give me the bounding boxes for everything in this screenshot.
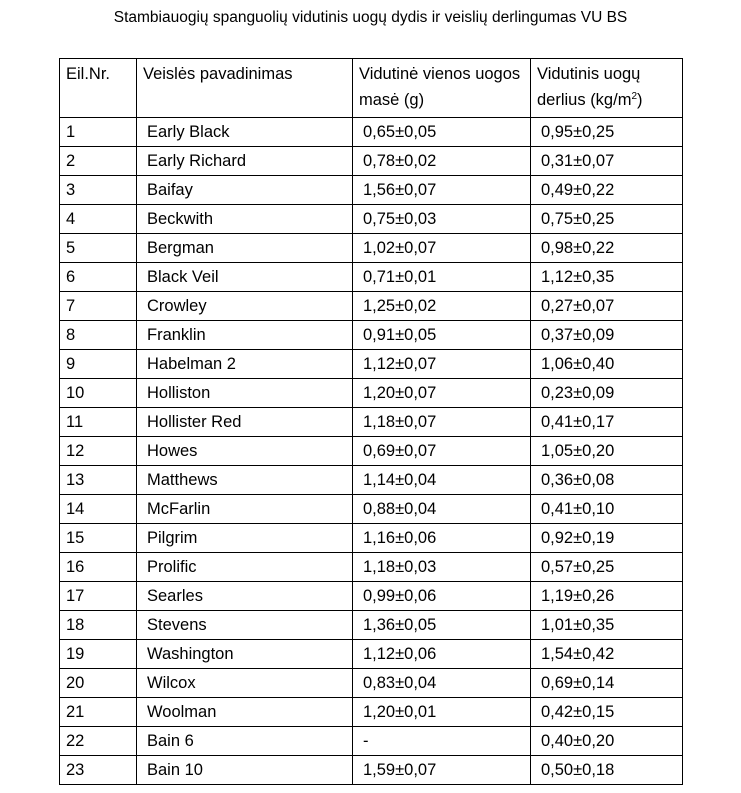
header-yield-close: ): [637, 91, 643, 109]
table-row: [60, 553, 683, 582]
cell-berry-mass: 0,75±0,03: [353, 205, 531, 234]
cell-berry-mass: 1,20±0,07: [353, 379, 531, 408]
cell-nr: 9: [60, 350, 137, 379]
table-row: [60, 524, 683, 553]
table-row: [60, 582, 683, 611]
cell-yield: 0,27±0,07: [531, 292, 683, 321]
cell-variety-name: Bain 6: [137, 727, 353, 756]
cell-yield: 1,54±0,42: [531, 640, 683, 669]
cell-variety-name: Stevens: [137, 611, 353, 640]
cell-nr: 13: [60, 466, 137, 495]
cell-variety-name: Howes: [137, 437, 353, 466]
cell-nr: 3: [60, 176, 137, 205]
cell-nr: 22: [60, 727, 137, 756]
cell-yield: 0,37±0,09: [531, 321, 683, 350]
cell-yield: 0,50±0,18: [531, 756, 683, 785]
cell-yield: 0,69±0,14: [531, 669, 683, 698]
cell-yield: 0,57±0,25: [531, 553, 683, 582]
cell-berry-mass: 1,02±0,07: [353, 234, 531, 263]
cell-variety-name: Pilgrim: [137, 524, 353, 553]
cell-nr: 12: [60, 437, 137, 466]
cell-yield: 0,23±0,09: [531, 379, 683, 408]
cell-berry-mass: 1,59±0,07: [353, 756, 531, 785]
table-row: [60, 379, 683, 408]
cell-berry-mass: 0,69±0,07: [353, 437, 531, 466]
cell-berry-mass: 1,36±0,05: [353, 611, 531, 640]
table-row: [60, 263, 683, 292]
cell-yield: 0,40±0,20: [531, 727, 683, 756]
cell-yield: 0,41±0,17: [531, 408, 683, 437]
table-row: [60, 234, 683, 263]
table-row: [60, 698, 683, 727]
cell-yield: 0,95±0,25: [531, 118, 683, 147]
table-row: [60, 669, 683, 698]
cell-yield: 0,42±0,15: [531, 698, 683, 727]
cell-variety-name: Hollister Red: [137, 408, 353, 437]
cell-variety-name: Wilcox: [137, 669, 353, 698]
cell-yield: 0,92±0,19: [531, 524, 683, 553]
cell-berry-mass: 0,65±0,05: [353, 118, 531, 147]
cell-variety-name: Prolific: [137, 553, 353, 582]
cell-nr: 15: [60, 524, 137, 553]
cell-berry-mass: 1,12±0,07: [353, 350, 531, 379]
cell-variety-name: Holliston: [137, 379, 353, 408]
table-row: [60, 350, 683, 379]
cell-yield: 1,12±0,35: [531, 263, 683, 292]
table-row: [60, 118, 683, 147]
cell-variety-name: Crowley: [137, 292, 353, 321]
cell-yield: 1,01±0,35: [531, 611, 683, 640]
cell-variety-name: Franklin: [137, 321, 353, 350]
cell-berry-mass: 0,88±0,04: [353, 495, 531, 524]
cell-yield: 0,36±0,08: [531, 466, 683, 495]
cell-nr: 11: [60, 408, 137, 437]
cell-berry-mass: 0,99±0,06: [353, 582, 531, 611]
cell-nr: 6: [60, 263, 137, 292]
header-yield: [531, 59, 683, 118]
cell-berry-mass: 1,56±0,07: [353, 176, 531, 205]
document-title: Stambiauogių spanguolių vidutinis uogų dydis ir veislių derlingumas VU BS: [113, 9, 628, 26]
cell-berry-mass: 0,91±0,05: [353, 321, 531, 350]
cell-yield: 1,06±0,40: [531, 350, 683, 379]
table-row: [60, 292, 683, 321]
cell-nr: 21: [60, 698, 137, 727]
cell-variety-name: Matthews: [137, 466, 353, 495]
table-row: [60, 205, 683, 234]
cell-nr: 8: [60, 321, 137, 350]
cell-nr: 20: [60, 669, 137, 698]
cell-nr: 7: [60, 292, 137, 321]
cell-berry-mass: 1,14±0,04: [353, 466, 531, 495]
cranberry-varieties-table: [59, 58, 683, 785]
cell-berry-mass: 1,18±0,03: [353, 553, 531, 582]
header-yield-text: Vidutinis uogų derlius (kg/m: [537, 65, 641, 109]
table-row: [60, 147, 683, 176]
table-row: [60, 176, 683, 205]
cell-berry-mass: 1,20±0,01: [353, 698, 531, 727]
header-nr: Eil.Nr.: [60, 59, 137, 118]
cell-berry-mass: -: [353, 727, 531, 756]
cell-yield: 0,41±0,10: [531, 495, 683, 524]
cell-berry-mass: 0,78±0,02: [353, 147, 531, 176]
table-row: [60, 756, 683, 785]
table-row: [60, 495, 683, 524]
cell-nr: 5: [60, 234, 137, 263]
table-row: [60, 321, 683, 350]
cell-berry-mass: 1,18±0,07: [353, 408, 531, 437]
cell-variety-name: Woolman: [137, 698, 353, 727]
cell-variety-name: McFarlin: [137, 495, 353, 524]
table-header-row: [60, 59, 683, 118]
cell-variety-name: Washington: [137, 640, 353, 669]
cell-yield: 0,31±0,07: [531, 147, 683, 176]
cell-berry-mass: 0,83±0,04: [353, 669, 531, 698]
cell-nr: 4: [60, 205, 137, 234]
cell-variety-name: Early Black: [137, 118, 353, 147]
table-row: [60, 727, 683, 756]
cell-nr: 18: [60, 611, 137, 640]
cell-nr: 10: [60, 379, 137, 408]
cell-nr: 1: [60, 118, 137, 147]
cell-yield: 1,05±0,20: [531, 437, 683, 466]
cell-nr: 19: [60, 640, 137, 669]
cell-variety-name: Bain 10: [137, 756, 353, 785]
cell-variety-name: Early Richard: [137, 147, 353, 176]
cell-nr: 14: [60, 495, 137, 524]
header-yield-exponent: 2: [631, 91, 638, 102]
cell-berry-mass: 0,71±0,01: [353, 263, 531, 292]
cell-berry-mass: 1,16±0,06: [353, 524, 531, 553]
cell-nr: 23: [60, 756, 137, 785]
table-row: [60, 611, 683, 640]
cell-yield: 0,75±0,25: [531, 205, 683, 234]
cell-variety-name: Habelman 2: [137, 350, 353, 379]
cell-variety-name: Baifay: [137, 176, 353, 205]
header-variety-name: Veislės pavadinimas: [137, 59, 353, 118]
table-row: [60, 408, 683, 437]
cell-variety-name: Black Veil: [137, 263, 353, 292]
header-berry-mass: Vidutinė vienos uogos masė (g): [353, 59, 531, 118]
table-row: [60, 466, 683, 495]
cell-berry-mass: 1,25±0,02: [353, 292, 531, 321]
cell-nr: 16: [60, 553, 137, 582]
cell-nr: 2: [60, 147, 137, 176]
cell-yield: 0,98±0,22: [531, 234, 683, 263]
cell-variety-name: Searles: [137, 582, 353, 611]
table-row: [60, 437, 683, 466]
cell-nr: 17: [60, 582, 137, 611]
cell-yield: 1,19±0,26: [531, 582, 683, 611]
cell-variety-name: Bergman: [137, 234, 353, 263]
cell-berry-mass: 1,12±0,06: [353, 640, 531, 669]
cell-yield: 0,49±0,22: [531, 176, 683, 205]
cell-variety-name: Beckwith: [137, 205, 353, 234]
table-row: [60, 640, 683, 669]
